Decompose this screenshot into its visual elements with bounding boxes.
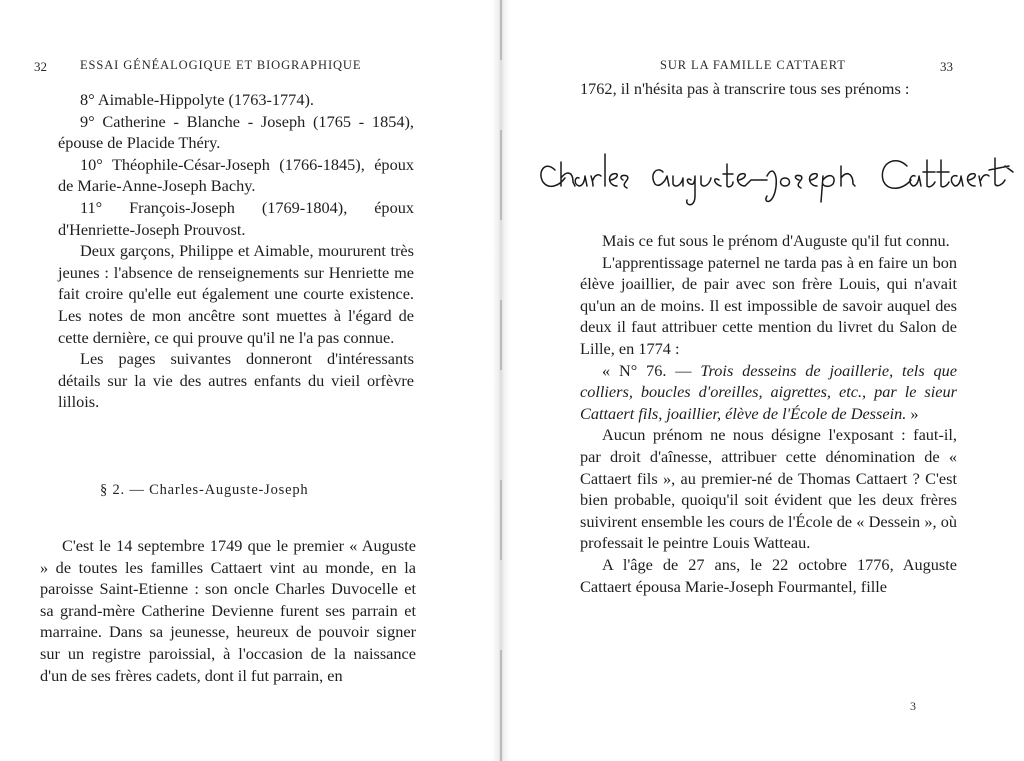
paragraph: L'apprentissage paternel ne tarda pas à en faire un bon élève joaillier, de pair avec son frère Louis, qui n'avait qu'un an de moins. Il est impossible de savoir auquel des deux il faut attribuer cette mention du livret du Salon de Lille, en 1774 : — [580, 252, 957, 358]
handwritten-signature — [535, 136, 1015, 212]
paragraph: 11° François-Joseph (1769-1804), époux d'Henriette-Joseph Prouvost. — [58, 197, 414, 239]
page-number: 33 — [940, 59, 953, 74]
left-page — [0, 0, 500, 761]
running-head: ESSAI GÉNÉALOGIQUE ET BIOGRAPHIQUE — [80, 58, 362, 72]
salon-quote — [580, 360, 957, 425]
body-text-top — [58, 89, 414, 413]
paragraph: C'est le 14 septembre 1749 que le premier « Auguste » de toutes les familles Cattaert vint au monde, en la paroisse Saint-Etienne : son oncle Charles Duvocelle et sa grand-mère Catherine Devienne furent ses parrain et marraine. Dans sa jeunesse, heureux de pouvoir signer sur un registre paroissial, à l'occasion de la naissance d'un de ses frères cadets, dont il fut parrain, en — [40, 536, 416, 685]
paragraph: 9° Catherine - Blanche - Joseph (1765 - 1854), épouse de Placide Théry. — [58, 111, 414, 153]
continuation-text — [580, 78, 956, 100]
paragraph: Deux garçons, Philippe et Aimable, moururent très jeunes : l'absence de renseignements sur Henriette me fait croire qu'elle eut également une courte existence. Les notes de mon ancêtre sont muettes à l'égard de cette dernière, ce qui prouve qu'il ne l'a pas connue. — [58, 241, 414, 347]
paragraph: A l'âge de 27 ans, le 22 octobre 1776, Auguste Cattaert épousa Marie-Joseph Fourmantel, fille — [580, 554, 957, 596]
paragraph: Mais ce fut sous le prénom d'Auguste qu'il fut connu. — [602, 231, 950, 250]
paragraph: Les pages suivantes donneront d'intéressants détails sur la vie des autres enfants du vieil orfèvre lillois. — [58, 349, 414, 412]
paragraph: 8° Aimable-Hippolyte (1763-1774). — [80, 90, 314, 109]
paragraph: Aucun prénom ne nous désigne l'exposant : faut-il, par droit d'aînesse, attribuer cette dénomination de « Cattaert fils », au premier-né de Thomas Cattaert ? C'est bien probable, quoiqu'il soit évident que les deux frères suivirent ensemble les cours de l'École de « Dessein », où professait le peintre Louis Watteau. — [580, 425, 957, 553]
quote-lead: « N° 76. — — [602, 360, 701, 380]
paragraph: 1762, il n'hésita pas à transcrire tous ses prénoms : — [580, 79, 910, 98]
body-text-bottom — [40, 535, 416, 686]
paragraph: 10° Théophile-César-Joseph (1766-1845), époux de Marie-Anne-Joseph Bachy. — [58, 154, 414, 196]
signature-mark: 3 — [910, 699, 916, 713]
quote-italic-text: Trois desseins de joaillerie, tels que colliers, boucles d'oreilles, aigrettes, etc., par le sieur Cattaert fils, joaillier, élève de l'École de Dessein. — [580, 360, 957, 423]
section-heading: § 2. — Charles-Auguste-Joseph — [100, 482, 309, 498]
running-head: SUR LA FAMILLE CATTAERT — [660, 58, 846, 72]
page-number: 32 — [34, 59, 47, 74]
quote-close: » — [906, 403, 919, 423]
right-body-text — [580, 230, 957, 597]
